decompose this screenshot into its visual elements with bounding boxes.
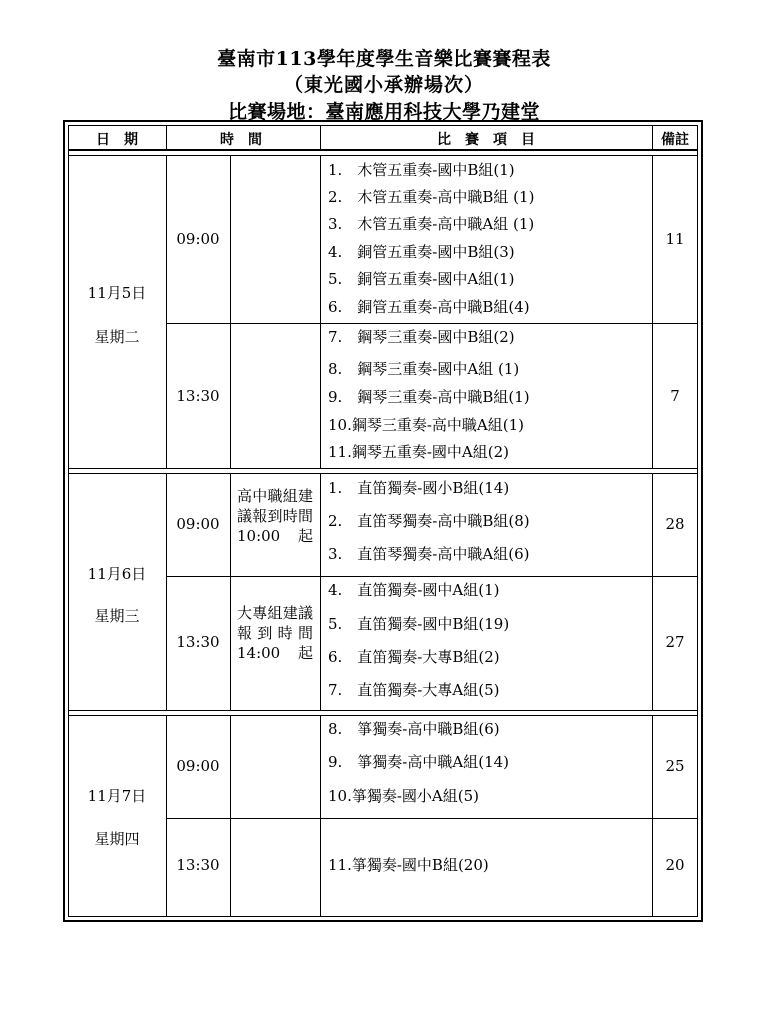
column-divider bbox=[166, 155, 167, 469]
event-item: 5. 銅管五重奏-國中A組(1) bbox=[328, 270, 515, 288]
session-separator bbox=[166, 576, 698, 577]
event-item: 8. 鋼琴三重奏-國中A組 (1) bbox=[328, 360, 520, 378]
event-item: 4. 直笛獨奏-國中A組(1) bbox=[328, 581, 500, 599]
column-divider bbox=[320, 155, 321, 469]
event-item: 8. 箏獨奏-高中職B組(6) bbox=[328, 720, 500, 738]
event-item: 6. 直笛獨奏-大專B組(2) bbox=[328, 648, 500, 666]
event-item: 2. 直笛琴獨奏-高中職B組(8) bbox=[328, 512, 530, 530]
day-weekday: 星期三 bbox=[94, 607, 140, 625]
header-remark: 備註 bbox=[661, 132, 689, 148]
event-item: 2. 木管五重奏-高中職B組 (1) bbox=[328, 188, 535, 206]
session-count: 25 bbox=[665, 757, 685, 775]
event-item: 4. 銅管五重奏-國中B組(3) bbox=[328, 243, 515, 261]
session-count: 20 bbox=[665, 856, 685, 874]
header-divider bbox=[652, 125, 653, 150]
session-count: 11 bbox=[665, 230, 685, 248]
session-time: 13:30 bbox=[176, 633, 220, 651]
day-weekday: 星期二 bbox=[94, 328, 140, 346]
column-divider bbox=[166, 473, 167, 711]
page-subtitle: （東光國小承辦場次） bbox=[283, 74, 484, 96]
session-note: 高中職組建議報到時間10:00起 bbox=[237, 487, 313, 545]
event-item: 10.箏獨奏-國小A組(5) bbox=[328, 787, 480, 805]
session-count: 27 bbox=[665, 633, 685, 651]
day-date: 11月6日 bbox=[87, 565, 147, 583]
event-item: 11.鋼琴五重奏-國中A組(2) bbox=[328, 443, 510, 461]
session-separator bbox=[166, 818, 698, 819]
session-count: 28 bbox=[665, 515, 685, 533]
column-divider bbox=[652, 473, 653, 711]
event-item: 11.箏獨奏-國中B組(20) bbox=[328, 856, 489, 874]
header-divider bbox=[166, 125, 167, 150]
event-item: 1. 木管五重奏-國中B組(1) bbox=[328, 161, 515, 179]
session-time: 09:00 bbox=[176, 757, 220, 775]
column-divider bbox=[652, 715, 653, 917]
day-date: 11月7日 bbox=[87, 787, 147, 805]
event-item: 6. 銅管五重奏-高中職B組(4) bbox=[328, 298, 530, 316]
event-item: 3. 直笛琴獨奏-高中職A組(6) bbox=[328, 545, 530, 563]
header-event: 比 賽 項 目 bbox=[437, 132, 535, 148]
event-item: 7. 鋼琴三重奏-國中B組(2) bbox=[328, 328, 515, 346]
column-divider bbox=[230, 715, 231, 917]
column-divider bbox=[320, 715, 321, 917]
header-date: 日 期 bbox=[96, 132, 138, 148]
day-separator bbox=[68, 715, 698, 716]
header-bottom-rule bbox=[68, 149, 698, 151]
day-top-rule bbox=[68, 155, 698, 156]
session-time: 09:00 bbox=[176, 230, 220, 248]
event-item: 5. 直笛獨奏-國中B組(19) bbox=[328, 615, 510, 633]
day-weekday: 星期四 bbox=[94, 830, 140, 848]
event-item: 3. 木管五重奏-高中職A組 (1) bbox=[328, 215, 535, 233]
day-separator bbox=[68, 710, 698, 711]
event-item: 10.鋼琴三重奏-高中職A組(1) bbox=[328, 416, 525, 434]
table-inner-bottom bbox=[68, 916, 698, 917]
event-item: 7. 直笛獨奏-大專A組(5) bbox=[328, 681, 500, 699]
event-item: 1. 直笛獨奏-國小B組(14) bbox=[328, 479, 510, 497]
page-title: 臺南市113學年度學生音樂比賽賽程表 bbox=[217, 48, 551, 70]
session-note: 大專組建議報到時間 14:00起 bbox=[237, 604, 313, 662]
session-time: 13:30 bbox=[176, 856, 220, 874]
header-time: 時 間 bbox=[220, 132, 262, 148]
column-divider bbox=[320, 473, 321, 711]
event-item: 9. 箏獨奏-高中職A組(14) bbox=[328, 753, 510, 771]
header-divider bbox=[320, 125, 321, 150]
day-separator bbox=[68, 473, 698, 474]
table-inner-top bbox=[68, 125, 698, 126]
column-divider bbox=[230, 473, 231, 711]
event-item: 9. 鋼琴三重奏-高中職B組(1) bbox=[328, 388, 530, 406]
column-divider bbox=[230, 155, 231, 469]
venue-line: 比賽場地：臺南應用科技大學乃建堂 bbox=[227, 101, 540, 123]
day-separator bbox=[68, 468, 698, 469]
column-divider bbox=[652, 155, 653, 469]
column-divider bbox=[166, 715, 167, 917]
session-time: 13:30 bbox=[176, 387, 220, 405]
session-time: 09:00 bbox=[176, 515, 220, 533]
session-separator bbox=[166, 323, 698, 324]
day-date: 11月5日 bbox=[87, 284, 147, 302]
session-count: 7 bbox=[670, 387, 680, 405]
